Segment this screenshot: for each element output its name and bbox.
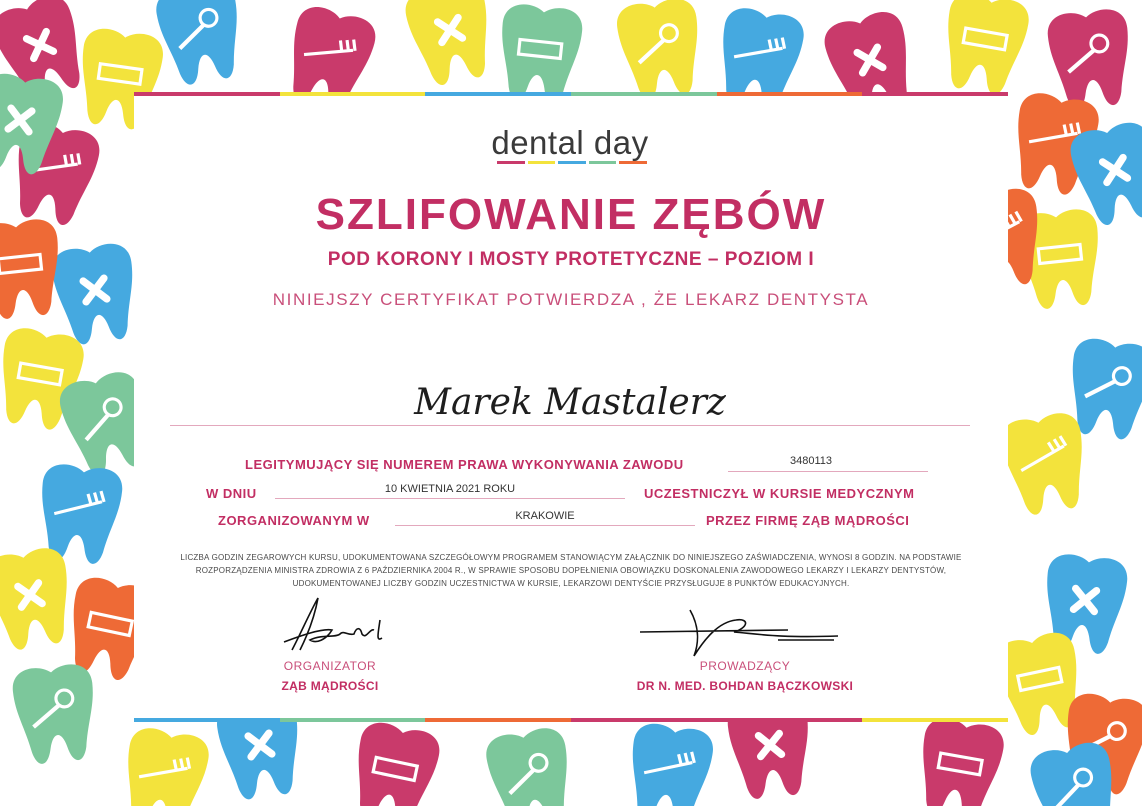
license-label: LEGITYMUJĄCY SIĘ NUMEREM PRAWA WYKONYWANIA ZAWODU	[245, 457, 684, 472]
recipient-name: Marek Mastalerz	[414, 382, 726, 423]
tooth-icon	[345, 719, 443, 806]
color-bar-segment	[717, 718, 863, 722]
certificate-title: SZLIFOWANIE ZĘBÓW	[315, 190, 827, 239]
name-underline	[170, 425, 970, 426]
brand-logo-dashes	[497, 161, 647, 164]
brand-logo: dental day	[491, 124, 649, 161]
tooth-icon	[117, 725, 212, 806]
tooth-icon	[937, 0, 1032, 98]
tooth-icon	[998, 410, 1093, 519]
license-line	[728, 471, 928, 472]
color-bar-segment	[717, 92, 863, 96]
tooth-icon	[483, 725, 578, 806]
tooth-icon	[495, 2, 584, 106]
participated-label: UCZESTNICZYŁ W KURSIE MEDYCZNYM	[644, 486, 915, 501]
color-bar-segment	[280, 718, 426, 722]
tooth-icon	[402, 0, 500, 89]
tooth-icon	[912, 715, 1007, 806]
tooth-icon	[614, 0, 706, 102]
color-bar-segment	[862, 718, 1008, 722]
tooth-icon	[0, 217, 65, 321]
confirmation-text: NINIEJSZY CERTYFIKAT POTWIERDZA , ŻE LEKARZ DENTYSTA	[272, 290, 870, 309]
date-line	[275, 498, 625, 499]
organizer-signature	[270, 590, 410, 660]
organized-label: ZORGANIZOWANYM W	[218, 513, 370, 528]
tooth-icon	[49, 241, 141, 347]
color-bar-segment	[280, 92, 426, 96]
tooth-icon	[153, 0, 248, 88]
certificate-subtitle: POD KORONY I MOSTY PROTETYCZNE – POZIOM I	[327, 249, 815, 270]
company-label: PRZEZ FIRMĘ ZĄB MĄDROŚCI	[706, 513, 910, 528]
color-bar-top	[134, 92, 1008, 96]
tooth-icon	[11, 662, 100, 766]
date-value: 10 KWIETNIA 2021 ROKU	[384, 483, 516, 495]
instructor-signature	[638, 604, 848, 660]
tooth-icon	[0, 545, 78, 654]
fine-print: LICZBA GODZIN ZEGAROWYCH KURSU, UDOKUMENTOWANA SZCZEGÓŁOWYM PROGRAMEM STANOWIĄCYM ZAŁĄCZNIK DO NINIEJSZEGO ZAŚWIADCZENIA, WYNOSI 8 GODZIN. NA PODSTAWIE ROZPORZĄDZENIA MINISTRA ZDROWIA Z 6 PAŹDZIERNIKA 2004 R., W SPRAWIE SPOSOBU DOPEŁNIENIA OBOWIĄZKU DOSKONALENIA ZAWODOWEGO LEKARZY I LEKARZY DENTYSTÓW, UDOKUMENTOWANEJ LICZBY GODZIN UCZESTNICTWA W KURSIE, LEKARZOWI DENTYŚCIE PRZYSŁUGUJE 8 PUNKTÓW EDUKACYJNYCH.	[180, 553, 962, 588]
city-line	[395, 525, 695, 526]
license-value: 3480113	[790, 455, 833, 467]
color-bar-segment	[425, 92, 571, 96]
color-bar-segment	[571, 92, 717, 96]
city-value: KRAKOWIE	[515, 510, 575, 522]
color-bar-bottom	[134, 718, 1008, 722]
color-bar-segment	[134, 92, 280, 96]
instructor-role: PROWADZĄCY	[699, 659, 791, 673]
organizer-name: ZĄB MĄDROŚCI	[281, 679, 379, 693]
tooth-icon	[1046, 7, 1135, 111]
instructor-name: DR N. MED. BOHDAN BĄCZKOWSKI	[636, 679, 854, 693]
color-bar-segment	[425, 718, 571, 722]
color-bar-segment	[862, 92, 1008, 96]
tooth-icon	[623, 721, 715, 806]
date-label: W DNIU	[206, 486, 257, 501]
color-bar-segment	[571, 718, 717, 722]
color-bar-segment	[134, 718, 280, 722]
organizer-role: ORGANIZATOR	[283, 659, 377, 673]
